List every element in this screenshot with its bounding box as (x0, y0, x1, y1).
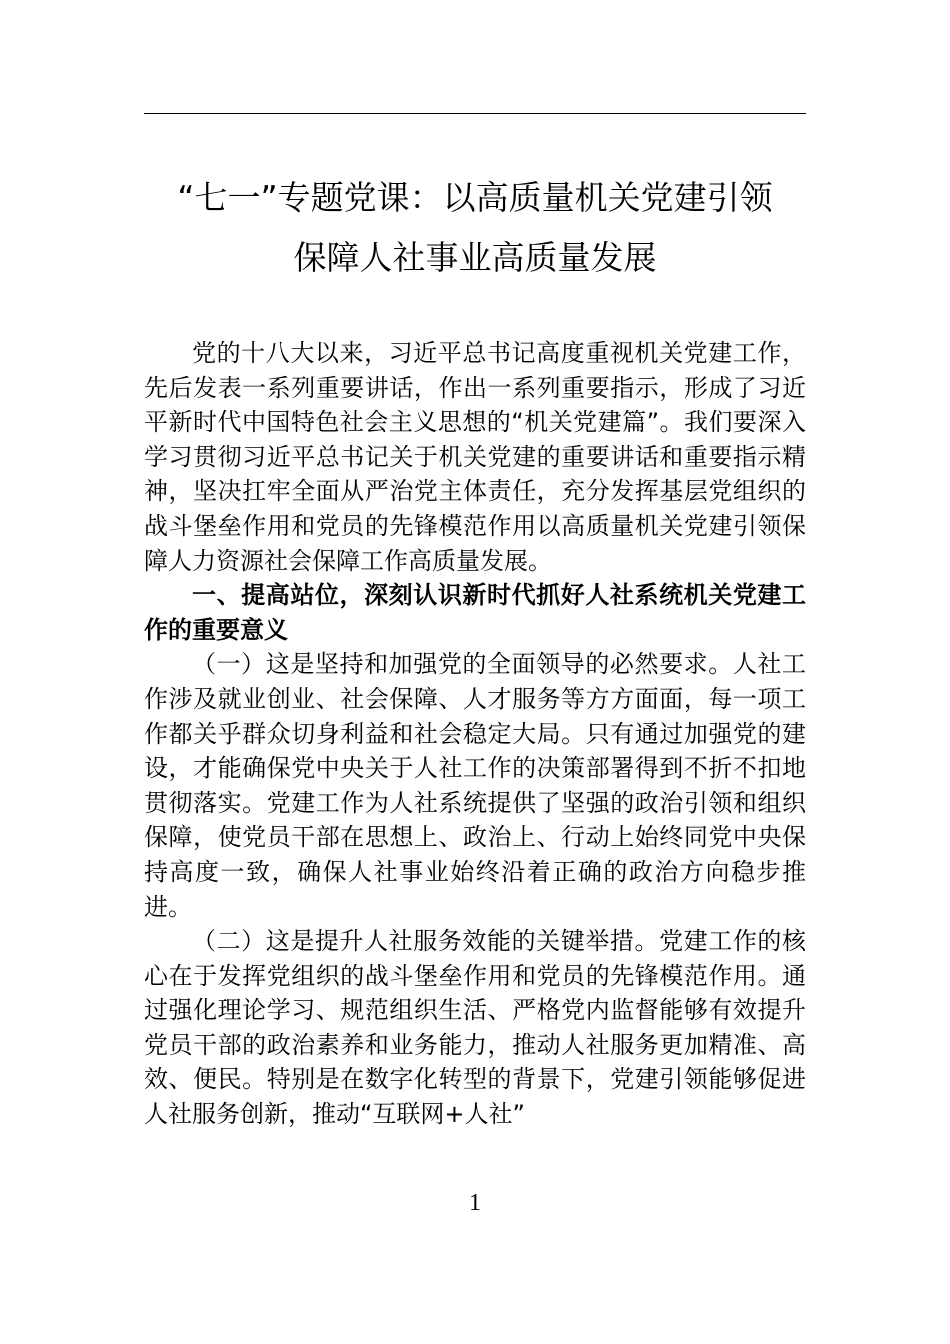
section-heading-1: 一、提高站位，深刻认识新时代抓好人社系统机关党建工作的重要意义 (144, 581, 806, 644)
page-number: 1 (469, 1190, 481, 1216)
title-line-1: “七一”专题党课：以高质量机关党建引领 (177, 178, 773, 217)
title-line-2: 保障人社事业高质量发展 (293, 238, 657, 277)
intro-paragraph: 党的十八大以来，习近平总书记高度重视机关党建工作，先后发表一系列重要讲话，作出一系列重要指示，形成了习近平新时代中国特色社会主义思想的“机关党建篇”。我们要深入学习贯彻习近平总书记关于机关党建的重要讲话和重要指示精神，坚决扛牢全面从严治党主体责任，充分发挥基层党组织的战斗堡垒作用和党员的先锋模范作用以高质量机关党建引领保障人力资源社会保障工作高质量发展。 (144, 339, 806, 575)
document-title (144, 168, 806, 288)
document-body (144, 336, 806, 1132)
header-rule (144, 113, 806, 114)
subsection-paragraph-1: （一）这是坚持和加强党的全面领导的必然要求。人社工作涉及就业创业、社会保障、人才服务等方方面面，每一项工作都关乎群众切身利益和社会稳定大局。只有通过加强党的建设，才能确保党中央关于人社工作的决策部署得到不折不扣地贯彻落实。党建工作为人社系统提供了坚强的政治引领和组织保障，使党员干部在思想上、政治上、行动上始终同党中央保持高度一致，确保人社事业始终沿着正确的政治方向稳步推进。 (144, 650, 806, 921)
subsection-paragraph-2: （二）这是提升人社服务效能的关键举措。党建工作的核心在于发挥党组织的战斗堡垒作用和党员的先锋模范作用。通过强化理论学习、规范组织生活、严格党内监督能够有效提升党员干部的政治素养和业务能力，推动人社服务更加精准、高效、便民。特别是在数字化转型的背景下，党建引领能够促进人社服务创新，推动“互联网+人社” (144, 927, 806, 1129)
